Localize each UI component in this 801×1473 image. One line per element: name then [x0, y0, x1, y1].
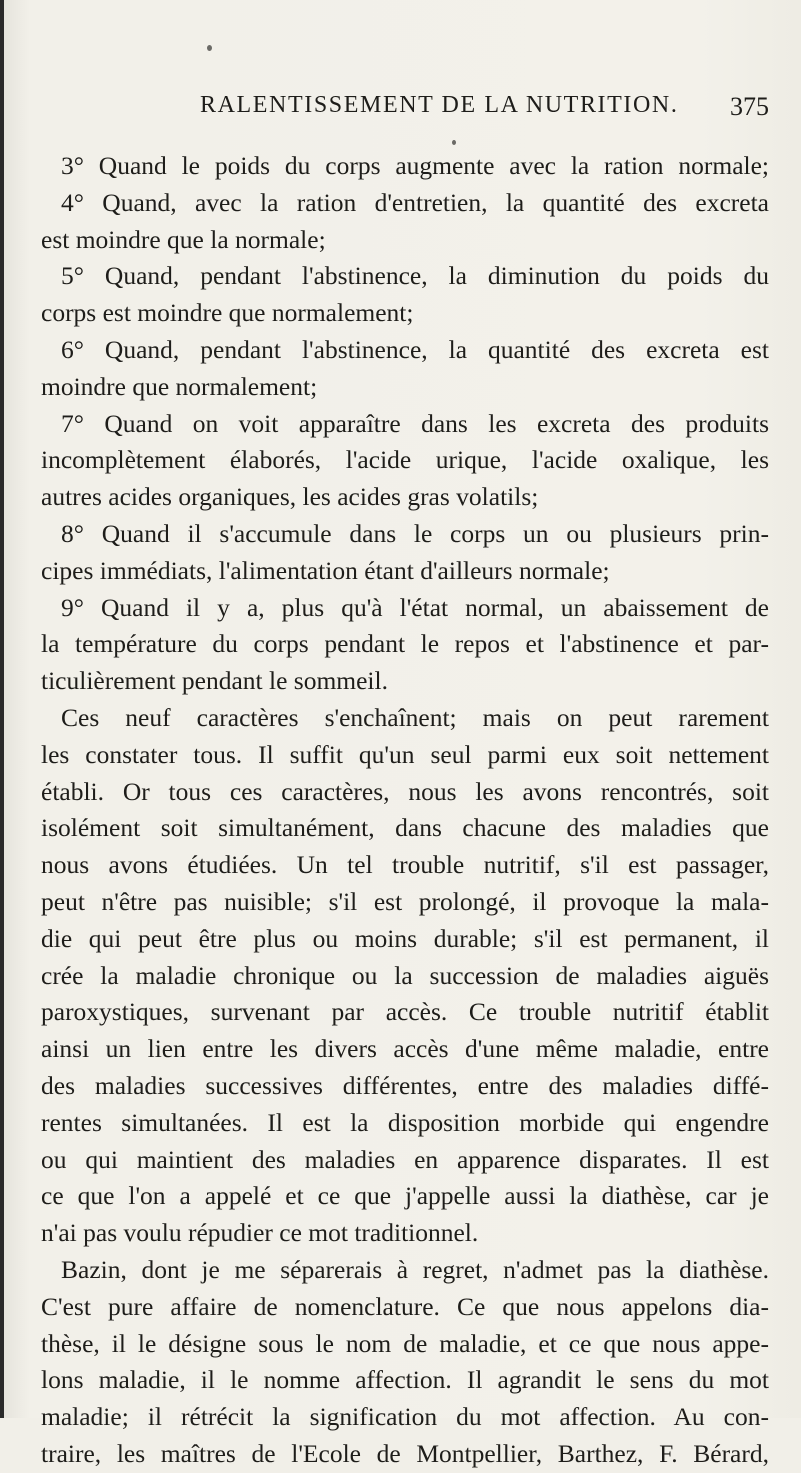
text-line: peut n'être pas nuisible; s'il est prolongé, il provoque la mala-	[41, 886, 769, 916]
text-line: cipes immédiats, l'alimentation étant d'ailleurs normale;	[41, 555, 610, 585]
text-line: 9° Quand il y a, plus qu'à l'état normal, un abaissement de	[61, 592, 769, 622]
running-title: RALENTISSEMENT DE LA NUTRITION.	[200, 92, 679, 118]
print-speck	[207, 45, 212, 51]
text-line: autres acides organiques, les acides gras volatils;	[41, 482, 539, 512]
text-line: 8° Quand il s'accumule dans le corps un ou plusieurs prin-	[61, 518, 769, 548]
text-line: 5° Quand, pendant l'abstinence, la diminution du poids du	[61, 261, 769, 291]
text-line: nous avons étudiées. Un tel trouble nutritif, s'il est passager,	[41, 850, 769, 880]
text-line: rentes simultanées. Il est la disposition morbide qui engendre	[41, 1107, 769, 1137]
text-line: 3° Quand le poids du corps augmente avec la ration normale;	[61, 151, 769, 180]
text-line: ticulièrement pendant le sommeil.	[41, 666, 388, 696]
text-line: paroxystiques, survenant par accès. Ce trouble nutritif établit	[41, 997, 769, 1027]
text-line: lons maladie, il le nomme affection. Il agrandit le sens du mot	[41, 1365, 769, 1395]
text-line: crée la maladie chronique ou la succession de maladies aiguës	[41, 960, 769, 990]
text-line: incomplètement élaborés, l'acide urique, l'acide oxalique, les	[41, 445, 769, 475]
text-line: établi. Or tous ces caractères, nous les avons rencontrés, soit	[41, 776, 769, 806]
text-line: la température du corps pendant le repos et l'abstinence et par-	[41, 629, 769, 659]
text-line: est moindre que la normale;	[41, 224, 326, 254]
text-line: maladie; il rétrécit la signification du mot affection. Au con-	[41, 1402, 769, 1432]
text-line: die qui peut être plus ou moins durable; s'il est permanent, il	[41, 923, 769, 953]
page-number: 375	[730, 92, 769, 121]
text-line: les constater tous. Il suffit qu'un seul parmi eux soit nettement	[41, 739, 769, 769]
text-line: traire, les maîtres de l'Ecole de Montpellier, Barthez, F. Bérard,	[41, 1438, 769, 1468]
text-line: isolément soit simultanément, dans chacune des maladies que	[41, 813, 769, 843]
text-line: Bazin, dont je me séparerais à regret, n'admet pas la diathèse.	[61, 1254, 769, 1284]
text-line: C'est pure affaire de nomenclature. Ce que nous appelons dia-	[41, 1291, 769, 1321]
text-line: ainsi un lien entre les divers accès d'une même maladie, entre	[41, 1034, 769, 1064]
text-line: moindre que normalement;	[41, 371, 318, 401]
page-header	[0, 92, 801, 132]
body-text	[41, 148, 769, 1473]
text-line: ou qui maintient des maladies en apparence disparates. Il est	[41, 1144, 769, 1174]
page-binding-edge	[0, 0, 4, 1418]
text-line: des maladies successives différentes, entre des maladies diffé-	[41, 1070, 769, 1100]
print-speck	[452, 140, 456, 145]
text-line: 6° Quand, pendant l'abstinence, la quantité des excreta est	[61, 334, 769, 364]
text-line: 7° Quand on voit apparaître dans les excreta des produits	[61, 408, 769, 438]
text-line: thèse, il le désigne sous le nom de maladie, et ce que nous appe-	[41, 1328, 769, 1358]
text-line: n'ai pas voulu répudier ce mot traditionnel.	[41, 1218, 479, 1248]
text-line: Ces neuf caractères s'enchaînent; mais on peut rarement	[61, 702, 769, 732]
text-line: 4° Quand, avec la ration d'entretien, la quantité des excreta	[61, 187, 769, 217]
text-line: corps est moindre que normalement;	[41, 298, 414, 328]
text-line: ce que l'on a appelé et ce que j'appelle aussi la diathèse, car je	[41, 1181, 769, 1211]
